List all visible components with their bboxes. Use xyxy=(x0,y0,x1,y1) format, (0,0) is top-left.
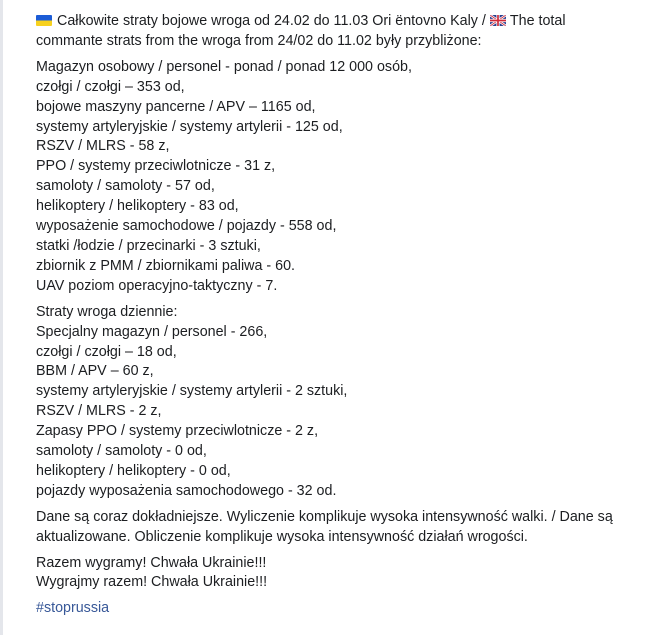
list-item: statki /łodzie / przecinarki - 3 sztuki, xyxy=(36,237,261,254)
list-item: zbiornik z PMM / zbiornikami paliwa - 60. xyxy=(36,257,296,274)
list-item: helikoptery / helikoptery - 0 od, xyxy=(36,462,231,479)
intro-line-2: commante strats from the wroga from 24/02 do 11.02 były przybliżone: xyxy=(36,32,482,49)
list-item: UAV poziom operacyjno-taktyczny - 7. xyxy=(36,277,278,294)
note-line: aktualizowane. Obliczenie komplikuje wysoka intensywność działań wrogości. xyxy=(36,528,528,545)
intro-text-part2: The total xyxy=(509,13,566,29)
closing-message xyxy=(36,554,647,594)
list-item: wyposażenie samochodowe / pojazdy - 558 od, xyxy=(36,218,337,235)
list-item: systemy artyleryjskie / systemy artylerii - 2 sztuki, xyxy=(36,383,348,400)
list-item: Zapasy PPO / systemy przeciwlotnicze - 2 z, xyxy=(36,423,319,440)
list-item: samoloty / samoloty - 0 od, xyxy=(36,443,207,460)
list-item: czołgi / czołgi – 18 od, xyxy=(36,343,177,360)
list-item: bojowe maszyny pancerne / APV – 1165 od, xyxy=(36,98,316,115)
hashtag-link[interactable]: #stoprussia xyxy=(36,600,110,617)
list-item: helikoptery / helikoptery - 83 od, xyxy=(36,198,239,215)
note-line: Dane są coraz dokładniejsze. Wyliczenie komplikuje wysoka intensywność walki. / Dane są xyxy=(36,508,613,525)
list-item: PPO / systemy przeciwlotnicze - 31 z, xyxy=(36,158,276,175)
list-item: RSZV / MLRS - 2 z, xyxy=(36,403,162,420)
hashtag-row xyxy=(36,599,647,619)
list-item: czołgi / czołgi – 353 od, xyxy=(36,78,185,95)
list-item: systemy artyleryjskie / systemy artylerii - 125 od, xyxy=(36,118,343,135)
post-text xyxy=(36,12,647,619)
intro-line-1 xyxy=(36,12,647,32)
post-intro xyxy=(36,12,647,52)
list-item: RSZV / MLRS - 58 z, xyxy=(36,138,170,155)
list-item: Specjalny magazyn / personel - 266, xyxy=(36,323,268,340)
closing-line: Razem wygramy! Chwała Ukrainie!!! xyxy=(36,554,267,571)
daily-losses-heading: Straty wroga dziennie: xyxy=(36,303,178,320)
list-item: Magazyn osobowy / personel - ponad / ponad 12 000 osób, xyxy=(36,58,412,75)
data-note xyxy=(36,508,647,548)
uk-flag-icon xyxy=(490,15,506,26)
daily-losses-list xyxy=(36,303,647,502)
list-item: BBM / APV – 60 z, xyxy=(36,363,154,380)
closing-line: Wygrajmy razem! Chwała Ukrainie!!! xyxy=(36,574,268,591)
total-losses-list xyxy=(36,58,647,297)
list-item: pojazdy wyposażenia samochodowego - 32 od. xyxy=(36,482,337,499)
ukraine-flag-icon xyxy=(36,15,52,26)
list-item: samoloty / samoloty - 57 od, xyxy=(36,178,215,195)
intro-text-part1: Całkowite straty bojowe wroga od 24.02 do 11.03 Ori ёntovno Kaly / xyxy=(57,13,486,29)
